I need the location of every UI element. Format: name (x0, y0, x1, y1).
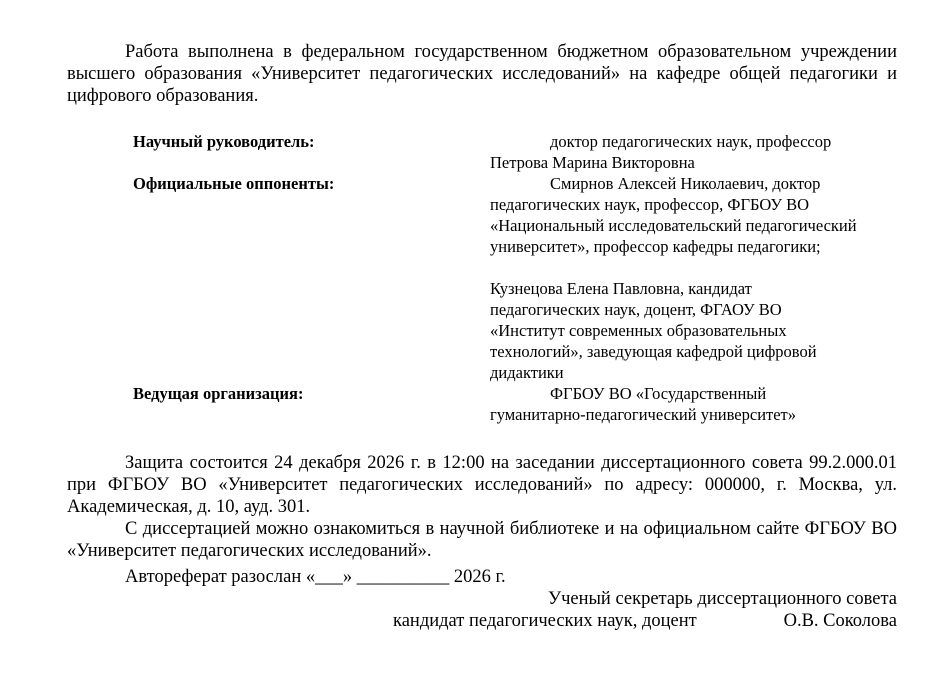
opponents-row (0, 173, 940, 383)
supervisor-name: Петрова Марина Викторовна (490, 153, 695, 172)
opponents-gap (0, 257, 940, 278)
supervisor-row (0, 131, 940, 173)
opponent-second: Кузнецова Елена Павловна, кандидат педагогических наук, доцент, ФГАОУ ВО «Институт современных образовательных технологий», заведующая кафедрой цифровой дидактики (490, 279, 817, 382)
supervisor-value (490, 131, 870, 173)
library-paragraph: С диссертацией можно ознакомиться в научной библиотеке и на официальном сайте ФГБОУ ВО «Университет педагогических исследований». (67, 519, 897, 561)
lead-org-value: ФГБОУ ВО «Государственный гуманитарно-педагогический университет» (490, 384, 797, 424)
participants-block (0, 131, 940, 425)
supervisor-label: Научный руководитель: (133, 132, 315, 151)
opponent-first: Смирнов Алексей Николаевич, доктор педагогических наук, профессор, ФГБОУ ВО «Национальный исследовательский педагогический университет», профессор кафедры педагогики; (490, 174, 857, 256)
intro-paragraph: Работа выполнена в федеральном государственном бюджетном образовательном учреждении высшего образования «Университет педагогических исследований» на кафедре общей педагогики и цифрового образования. (67, 42, 897, 106)
secretary-title: Ученый секретарь диссертационного совета (547, 589, 897, 609)
lead-org-label: Ведущая организация: (133, 384, 304, 403)
secretary-name: О.В. Соколова (783, 611, 897, 631)
secretary-degree: кандидат педагогических наук, доцент (393, 611, 697, 631)
supervisor-degree: доктор педагогических наук, профессор (550, 132, 832, 151)
mailed-paragraph: Автореферат разослан «___» __________ 2026 г. (125, 567, 506, 587)
opponents-label: Официальные оппоненты: (133, 174, 335, 193)
lead-org-row (0, 383, 940, 425)
defense-paragraph: Защита состоится 24 декабря 2026 г. в 12:00 на заседании диссертационного совета 99.2.000.01 при ФГБОУ ВО «Университет педагогических исследований» по адресу: 000000, г. Москва, ул. Академическая, д. 10, ауд. 301. (67, 453, 897, 517)
